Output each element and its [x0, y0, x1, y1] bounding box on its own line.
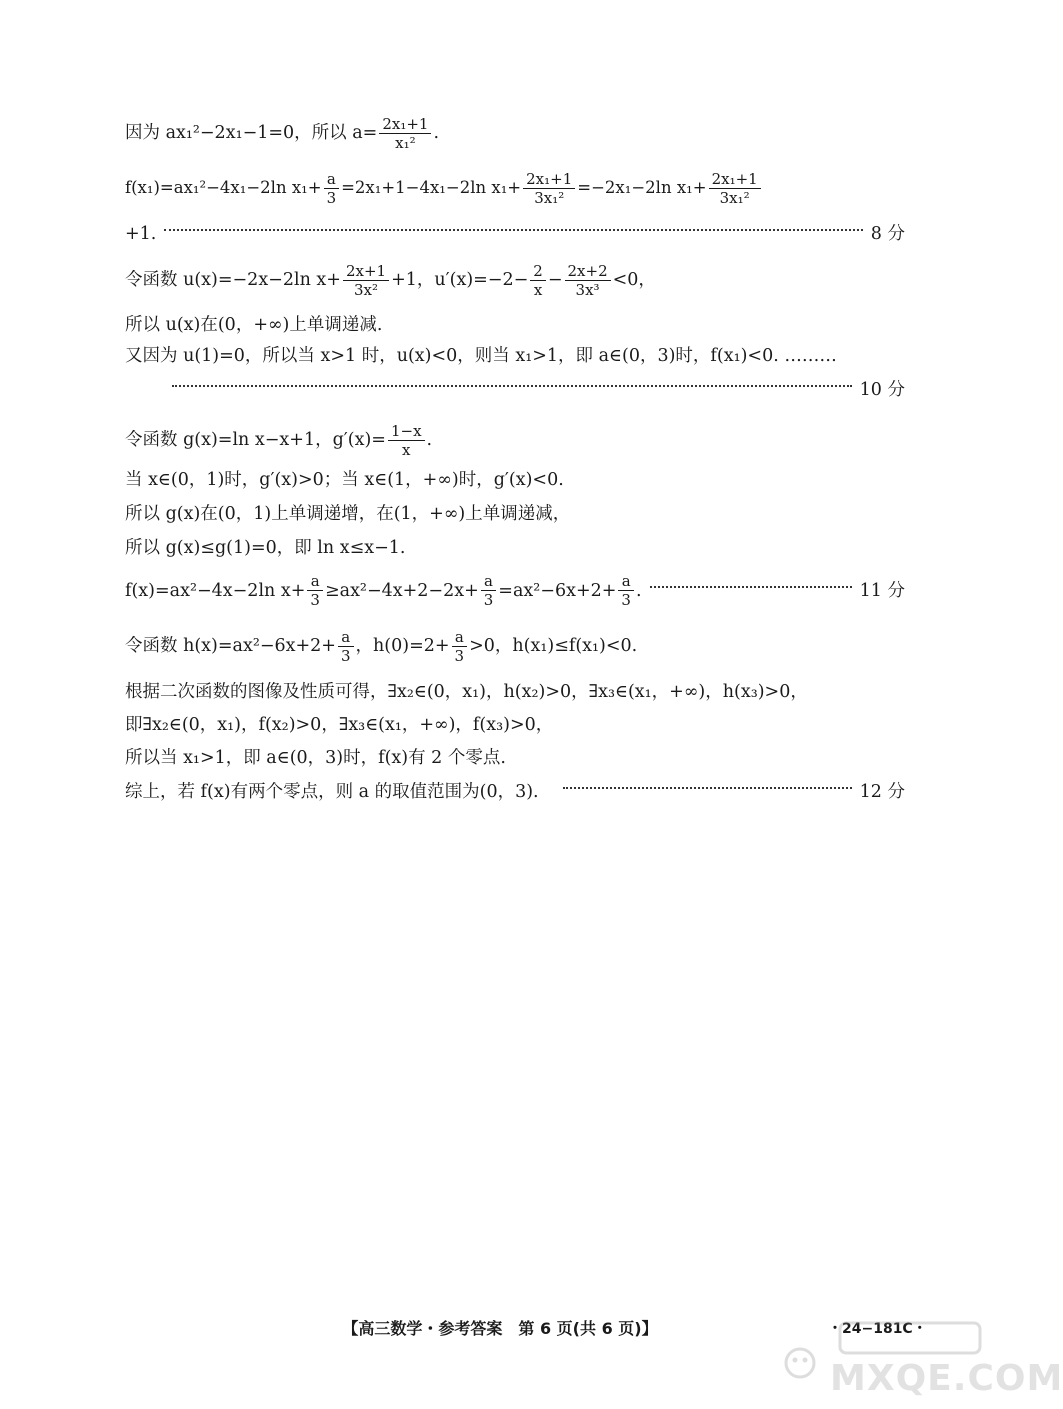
line-text: 又因为 u(1)=0，所以当 x>1 时，u(x)<0，则当 x₁>1，即 a∈(0，3)时，f(x₁)<0. ………: [125, 346, 837, 366]
answer-line: [125, 502, 905, 526]
numerator: a: [481, 572, 497, 591]
line-text-mid: =2x₁+1−4x₁−2ln x₁+: [341, 178, 522, 197]
line-text: 令函数 g(x)=ln x−x+1，g′(x)=: [125, 430, 386, 450]
numerator: 2x₁+1: [379, 115, 431, 134]
line-text-tail: >0，h(x₁)≤f(x₁)<0.: [469, 636, 638, 656]
denominator: 3: [454, 647, 465, 665]
numerator: 2: [530, 262, 546, 281]
denominator: x₁²: [395, 134, 416, 152]
document-code: ・24−181C・: [828, 1321, 927, 1337]
numerator: a: [307, 572, 323, 591]
answer-line: [172, 378, 905, 402]
numerator: 2x₁+1: [523, 170, 575, 189]
answer-line: [125, 628, 905, 665]
numerator: 2x₁+1: [709, 170, 761, 189]
answer-line: [125, 780, 905, 804]
page-footer: 【高三数学・参考答案 第 6 页(共 6 页)】: [342, 1319, 658, 1338]
line-text: f(x)=ax²−4x−2ln x+: [125, 580, 306, 601]
denominator: 3: [483, 591, 494, 609]
line-text: 令函数 u(x)=−2x−2ln x+: [125, 270, 341, 290]
line-text: 所以 g(x)在(0，1)上单调递增，在(1，+∞)上单调递减，: [125, 504, 571, 524]
denominator: 3: [326, 189, 337, 207]
numerator: 1−x: [388, 422, 425, 441]
line-text-tail: .: [426, 430, 433, 450]
answer-line: [125, 115, 905, 152]
fraction: [452, 628, 468, 665]
fraction: [618, 572, 634, 609]
denominator: 3x²: [354, 281, 379, 299]
line-text: 当 x∈(0，1)时，g′(x)>0；当 x∈(1，+∞)时，g′(x)<0.: [125, 470, 564, 490]
line-text: 所以当 x₁>1，即 a∈(0，3)时，f(x)有 2 个零点.: [125, 748, 506, 768]
numerator: 2x+1: [343, 262, 389, 281]
answer-line: [125, 468, 905, 492]
denominator: 3x₁²: [719, 189, 750, 207]
answer-line: [125, 536, 905, 560]
answer-line: [125, 262, 905, 299]
answer-line: [125, 746, 905, 770]
answer-line: [125, 222, 905, 246]
numerator: a: [324, 170, 340, 189]
line-text: 因为 ax₁²−2x₁−1=0，所以 a=: [125, 123, 378, 143]
watermark-text: MXQE.COM: [830, 1358, 1063, 1399]
denominator: 3x³: [575, 281, 600, 299]
line-text: +1.: [125, 224, 157, 244]
line-text-mid: =ax²−6x+2+: [498, 580, 617, 601]
line-text-tail: .: [635, 580, 642, 601]
score-label: 8 分: [870, 224, 905, 244]
answer-line: [125, 170, 905, 207]
score-label: 11 分: [859, 580, 905, 601]
watermark: [770, 1318, 1063, 1405]
dot-leader: [563, 787, 852, 789]
dot-leader: [164, 229, 862, 231]
denominator: x: [533, 281, 543, 299]
fraction: [307, 572, 323, 609]
denominator: x: [402, 441, 411, 459]
dot-leader: [172, 385, 852, 387]
fraction: [338, 628, 354, 665]
score-label: 12 分: [859, 782, 905, 802]
answer-line: [125, 713, 905, 737]
denominator: 3: [310, 591, 320, 609]
score-label: 10 分: [859, 380, 905, 400]
dot-leader: [650, 586, 852, 588]
line-text: 即∃x₂∈(0，x₁)，f(x₂)>0，∃x₃∈(x₁，+∞)，f(x₃)>0，: [125, 715, 554, 735]
fraction: [530, 262, 546, 299]
fraction: [324, 170, 340, 207]
fraction: [709, 170, 761, 207]
answer-line: [125, 680, 905, 704]
fraction: [343, 262, 389, 299]
denominator: 3x₁²: [534, 189, 565, 207]
fraction: [523, 170, 575, 207]
line-text: 所以 u(x)在(0，+∞)上单调递减.: [125, 315, 383, 335]
numerator: a: [338, 628, 354, 647]
line-text-mid: +1，u′(x)=−2−: [391, 270, 529, 290]
line-text-tail: <0，: [612, 270, 656, 290]
fraction: [388, 422, 425, 459]
line-text-mid: ，h(0)=2+: [355, 636, 450, 656]
answer-line: [125, 572, 905, 609]
fraction: [565, 262, 611, 299]
line-text-mid: =−2x₁−2ln x₁+: [577, 178, 707, 197]
line-text: f(x₁)=ax₁²−4x₁−2ln x₁+: [125, 178, 322, 197]
numerator: 2x+2: [565, 262, 611, 281]
answer-line: [125, 422, 905, 459]
line-text: 所以 g(x)≤g(1)=0，即 ln x≤x−1.: [125, 538, 406, 558]
answer-line: [125, 313, 905, 337]
fraction: [481, 572, 497, 609]
line-text: 综上，若 f(x)有两个零点，则 a 的取值范围为(0，3).: [125, 782, 539, 802]
numerator: a: [452, 628, 468, 647]
line-text-mid: −: [547, 270, 563, 290]
fraction: [379, 115, 431, 152]
line-text-mid: ≥ax²−4x+2−2x+: [324, 580, 479, 601]
line-text-tail: .: [433, 123, 440, 143]
denominator: 3: [340, 647, 351, 665]
line-text: 根据二次函数的图像及性质可得，∃x₂∈(0，x₁)，h(x₂)>0，∃x₃∈(x₁，+∞)，h(x₃)>0，: [125, 682, 808, 702]
line-text: 令函数 h(x)=ax²−6x+2+: [125, 636, 336, 656]
numerator: a: [618, 572, 634, 591]
answer-line: [125, 344, 905, 368]
denominator: 3: [621, 591, 631, 609]
